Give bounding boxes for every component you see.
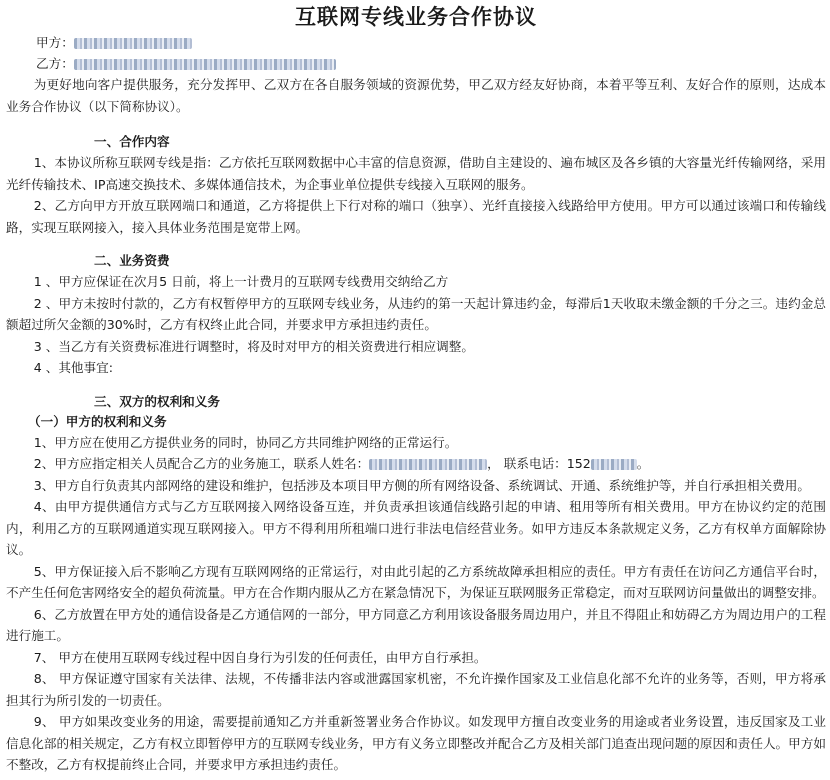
party-a-line bbox=[6, 32, 826, 53]
preamble-paragraph: 为更好地向客户提供服务，充分发挥甲、乙双方在各自服务领域的资源优势，甲乙双方经友好协商，本着平等互利、友好合作的原则，达成本业务合作协议（以下简称协议）。 bbox=[6, 77, 826, 114]
section-3-clause-8: 8、 甲方保证遵守国家有关法律、法规，不传播非法内容或泄露国家机密，不允许操作国家及工业信息化部不允许的业务等，否则，甲方将承担其行为所引发的一切责任。 bbox=[6, 671, 826, 708]
section-2-clause-2: 2 、甲方未按时付款的，乙方有权暂停甲方的互联网专线业务，从违约的第一天起计算违约金，每滞后1天收取未缴金额的千分之三。违约金总额超过所欠金额的30%时，乙方有权终止此合同，并要求甲方承担违约责任。 bbox=[6, 295, 826, 332]
section-3-clause-1: 1、甲方应在使用乙方提供业务的同时，协同乙方共同维护网络的正常运行。 bbox=[33, 434, 458, 450]
contact-phone-redacted bbox=[591, 459, 637, 470]
section-3-clause-7: 7、 甲方在使用互联网专线过程中因自身行为引发的任何责任，由甲方自行承担。 bbox=[33, 649, 487, 665]
section-3-clause-5: 5、甲方保证接入后不影响乙方现有互联网网络的正常运行，对由此引起的乙方系统故障承担相应的责任。甲方有责任在访问乙方通信平台时，不产生任何危害网络安全的超负荷流量。甲方在合作期内服从乙方在紧急情况下，为保证互联网服务正常稳定，而对互联网访问量做出的调整安排。 bbox=[6, 563, 826, 600]
section-2-heading: 二、业务资费 bbox=[94, 253, 170, 268]
clause-2-text-c: 。 bbox=[636, 456, 650, 471]
section-1-heading: 一、合作内容 bbox=[94, 134, 170, 149]
clause-2-text-b: ， 联系电话： bbox=[487, 456, 567, 471]
section-3-clause-4: 4、由甲方提供通信方式与乙方互联网接入网络设备互连，并负责承担该通信线路引起的申请、租用等所有相关费用。甲方在协议约定的范围内，利用乙方的互联网通道实现互联网接入。甲方不得利用所租端口进行非法电信经营业务。如甲方违反本条款规定义务，乙方有权单方面解除协议。 bbox=[6, 499, 826, 557]
section-2-clause-1: 1 、甲方应保证在次月5 日前，将上一计费月的互联网专线费用交纳给乙方 bbox=[33, 274, 449, 289]
section-1-clause-2: 2、乙方向甲方开放互联网端口和通道，乙方将提供上下行对称的端口（独享）、光纤直接接入线路给甲方使用。甲方可以通过该端口和传输线路，实现互联网接入，接入具体业务范围是宽带上网。 bbox=[6, 198, 826, 235]
party-a-name-redacted bbox=[74, 38, 192, 49]
party-b-label: 乙方： bbox=[36, 56, 74, 71]
section-3-clause-3: 3、甲方自行负责其内部网络的建设和维护，包括涉及本项目甲方侧的所有网络设备、系统调试、开通、系统维护等，并自行承担相关费用。 bbox=[33, 477, 810, 493]
party-a-label: 甲方： bbox=[36, 35, 74, 50]
section-2-clause-3: 3 、当乙方有关资费标准进行调整时，将及时对甲方的相关资费进行相应调整。 bbox=[33, 338, 474, 354]
section-3-clause-9: 9、 甲方如果改变业务的用途，需要提前通知乙方并重新签署业务合作协议。如发现甲方擅自改变业务的用途或者业务设置，违反国家及工业信息化部的相关规定，乙方有权立即暂停甲方的互联网专线业务，甲方有义务立即整改并配合乙方及相关部门追查出现问题的原因和责任人。甲方如不整改，乙方有权提前终止合同，并要求甲方承担违约责任。 bbox=[6, 714, 826, 772]
section-3-clause-2 bbox=[6, 453, 826, 475]
party-b-name-redacted bbox=[74, 59, 336, 70]
section-3-clause-6: 6、乙方放置在甲方处的通信设备是乙方通信网的一部分，甲方同意乙方利用该设备服务周边用户，并且不得阻止和妨碍乙方为周边用户的工程进行施工。 bbox=[6, 606, 826, 643]
document-title: 互联网专线业务合作协议 bbox=[295, 5, 537, 29]
section-1-clause-1: 1、本协议所称互联网专线是指：乙方依托互联网数据中心丰富的信息资源，借助自主建设的、遍布城区及各乡镇的大容量光纤传输网络，采用光纤传输技术、IP高速交换技术、多媒体通信技术，为企事业单位提供专线接入互联网的服务。 bbox=[6, 155, 826, 192]
contact-name-redacted bbox=[369, 459, 487, 470]
section-3-heading: 三、双方的权利和义务 bbox=[94, 393, 220, 409]
contact-phone-visible: 152 bbox=[566, 456, 591, 471]
party-b-line bbox=[6, 53, 826, 74]
section-3-subheading: （一）甲方的权利和义务 bbox=[28, 413, 167, 429]
clause-2-text-a: 2、甲方应指定相关人员配合乙方的业务施工，联系人姓名： bbox=[33, 456, 370, 471]
section-2-clause-4: 4 、其他事宜: bbox=[33, 360, 113, 375]
